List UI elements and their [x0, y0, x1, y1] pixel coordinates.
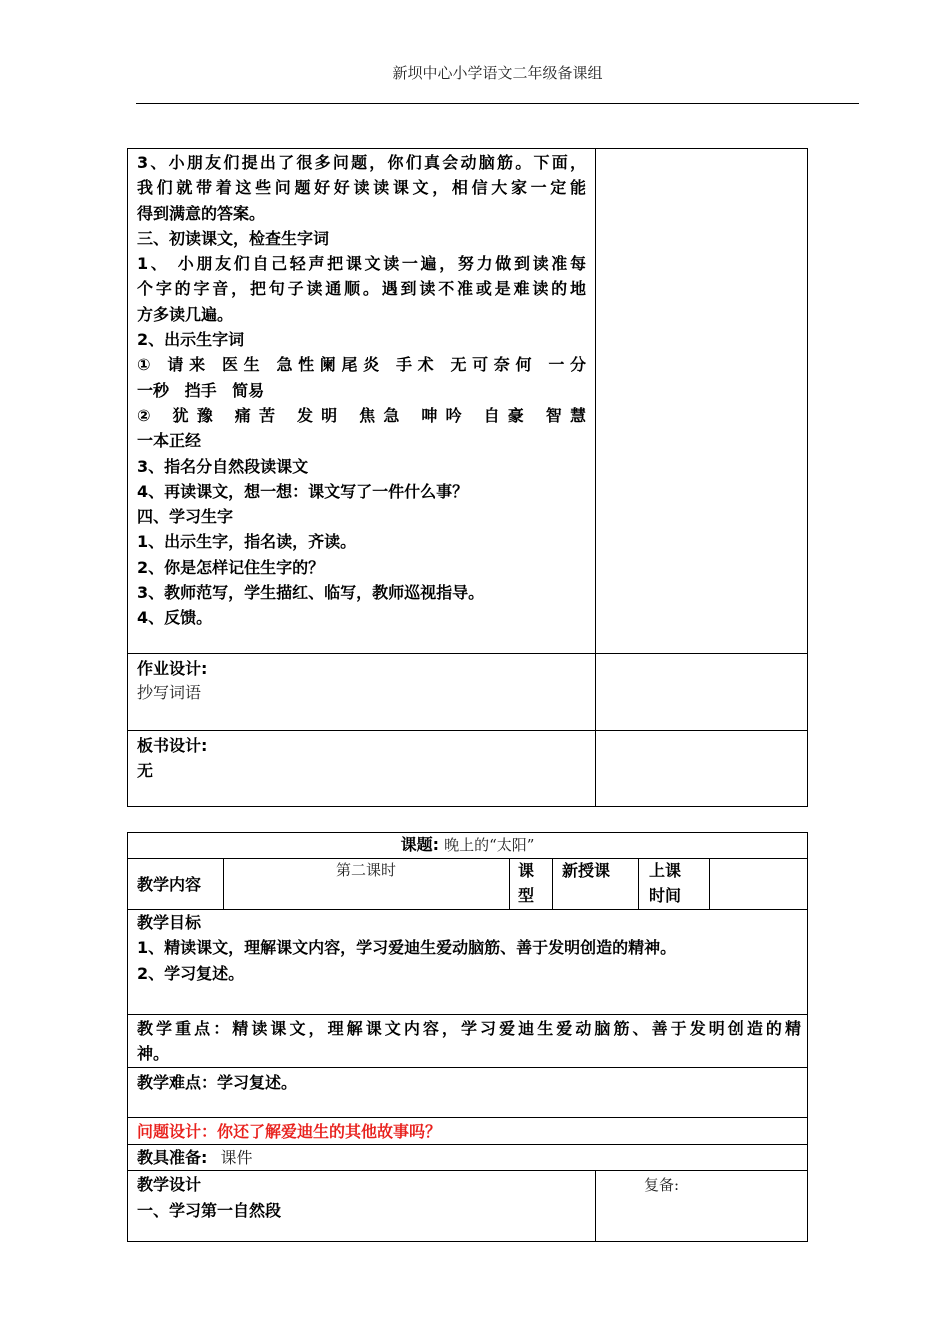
type-value: 新授课 — [562, 861, 611, 880]
type-label-line: 课 — [518, 861, 535, 880]
table1-row-divider — [127, 653, 808, 654]
table1-row-divider — [127, 730, 808, 731]
lesson-line: 3、教师范写，学生描红、临写，教师巡视指导。 — [137, 583, 485, 603]
type-label — [518, 858, 534, 909]
lesson-line: 3、小朋友们提出了很多问题，你们真会动脑筋。下面， — [137, 153, 586, 172]
table2-column-divider — [595, 1170, 596, 1242]
goal-item: 2、学习复述。 — [137, 963, 245, 983]
tools-row — [137, 1145, 253, 1170]
table1-column-divider — [595, 148, 596, 807]
lesson-line: ② 犹豫 痛苦 发明 焦急 呻吟 自豪 智慧 — [137, 405, 586, 425]
lesson-line: 2、你是怎样记住生字的？ — [137, 557, 325, 577]
lesson-line: 1、 小朋友们自己轻声把课文读一遍，努力做到读准每 — [137, 254, 586, 274]
design-section — [137, 1172, 281, 1224]
lesson-line: 我们就带着这些问题好好读读课文，相信大家一定能 — [137, 178, 586, 198]
goal-item: 1、精读课文，理解课文内容，学习爱迪生爱动脑筋、善于发明创造的精神。 — [137, 938, 677, 958]
key-points — [137, 1016, 801, 1067]
time-label-line: 上课 — [649, 861, 682, 880]
topic-row — [127, 832, 808, 858]
table2-column-divider — [638, 858, 639, 909]
table2-row-divider — [127, 1117, 808, 1118]
question-design: 问题设计：你还了解爱迪生的其他故事吗？ — [137, 1122, 442, 1141]
homework-text: 抄写词语 — [137, 683, 202, 702]
type-label-line: 型 — [518, 886, 535, 906]
board-design-label: 板书设计: — [137, 736, 208, 755]
design-first-step: 一、学习第一自然段 — [137, 1201, 282, 1221]
key-points-line: 神。 — [137, 1044, 170, 1064]
table2-row-divider — [127, 1067, 808, 1068]
table2-row-divider — [127, 1014, 808, 1015]
lesson-line: 得到满意的答案。 — [137, 203, 266, 223]
table2-column-divider — [509, 858, 510, 909]
lesson-line: 三、初读课文，检查生字词 — [137, 228, 330, 248]
goals-title: 教学目标 — [137, 913, 202, 932]
lesson-line: 2、出示生字词 — [137, 330, 245, 350]
design-title: 教学设计 — [137, 1175, 202, 1194]
tools-value: 课件 — [220, 1148, 253, 1167]
board-design-text: 无 — [137, 761, 154, 780]
lesson-line: 一本正经 — [137, 431, 202, 451]
difficulty: 教学难点：学习复述。 — [137, 1073, 298, 1092]
content-label: 教学内容 — [137, 875, 202, 894]
table2-column-divider — [552, 858, 553, 909]
lesson-line: 方多读几遍。 — [137, 304, 234, 324]
lesson-line: 4、再读课文，想一想：课文写了一件什么事？ — [137, 481, 469, 501]
lesson-line: 4、反馈。 — [137, 608, 213, 628]
key-points-line: 教学重点：精读课文，理解课文内容，学习爱迪生爱动脑筋、善于发明创造的精 — [137, 1019, 801, 1038]
lesson-line: 一秒 挡手 简易 — [137, 380, 265, 400]
header-rule — [136, 103, 859, 104]
lesson-line: 四、学习生字 — [137, 507, 234, 527]
review-label: 复备: — [644, 1176, 680, 1194]
time-label — [649, 858, 681, 909]
page-header: 新坝中心小学语文二年级备课组 — [392, 64, 603, 82]
lesson-line: 个字的字音，把句子读通顺。遇到读不准或是难读的地 — [137, 279, 586, 299]
lesson-steps — [137, 150, 586, 631]
topic-label: 课题: — [400, 835, 439, 854]
table2-column-divider — [709, 858, 710, 909]
tools-label: 教具准备: — [137, 1148, 208, 1167]
lesson-period: 第二课时 — [335, 861, 396, 879]
homework-label: 作业设计: — [137, 659, 208, 678]
time-label-line: 时间 — [649, 886, 682, 906]
goals-section — [137, 910, 802, 986]
lesson-line: 1、出示生字，指名读，齐读。 — [137, 532, 357, 552]
lesson-line: ① 请来 医生 急性阑尾炎 手术 无可奈何 一分 — [137, 355, 586, 375]
topic-text: 晚上的“太阳” — [444, 836, 535, 854]
lesson-line: 3、指名分自然段读课文 — [137, 456, 309, 476]
